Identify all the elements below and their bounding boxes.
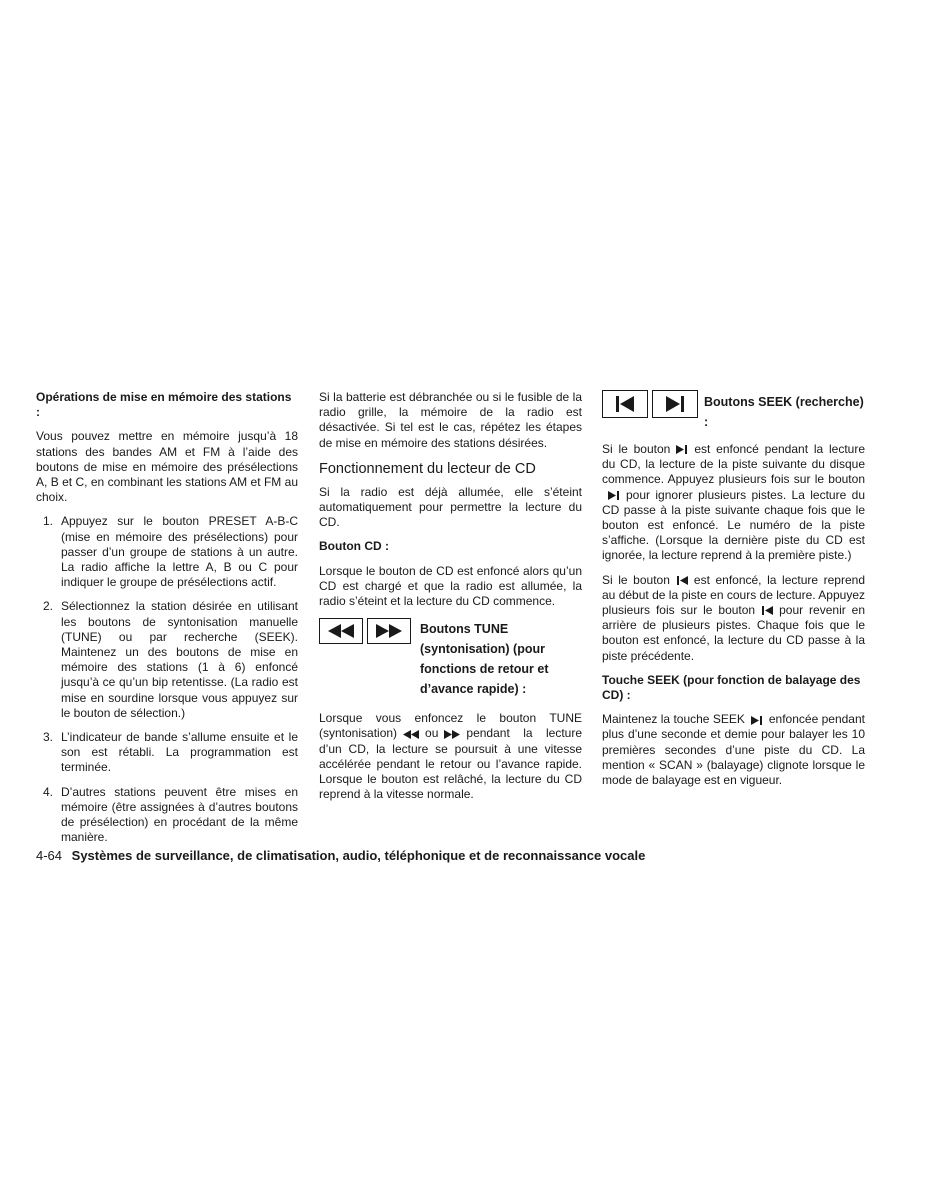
previous-track-icon (676, 576, 688, 585)
list-item (36, 730, 298, 776)
tune-text-3: pendant la lecture d’un CD, la lecture se poursuit à une vitesse accélérée pendant le retour ou l’avance rapide. Lorsque le bouton est relâché, la lecture du CD reprend à la vitesse normale. (319, 726, 582, 802)
cd-button-heading: Bouton CD : (319, 539, 389, 554)
storage-intro: Vous pouvez mettre en mémoire jusqu’à 18 stations des bandes AM et FM à l’aide des boutons de mise en mémoire des présélections A, B et C, en combinant les stations AM et FM au choix. (36, 429, 298, 505)
tune-buttons-caption: Boutons TUNE (syntonisation) (pour fonctions de retour et d’avance rapide) : (420, 622, 549, 697)
tune-text-1: Lorsque vous enfoncez le bouton TUNE (syntonisation) (319, 711, 582, 741)
storage-steps (36, 514, 298, 845)
chapter-title: Systèmes de surveillance, de climatisation, audio, téléphonique et de reconnaissance vocale (71, 848, 646, 863)
step-number: 3. (43, 730, 54, 745)
fast-forward-icon (444, 730, 460, 739)
next-track-icon (676, 445, 688, 454)
cd-section-title: Fonctionnement du lecteur de CD (319, 460, 536, 477)
next-track-icon (652, 390, 698, 418)
prev-text-1: Si le bouton (602, 572, 670, 587)
scan-paragraph (602, 712, 865, 788)
next-track-icon (608, 491, 620, 500)
seek-buttons-illustration (602, 390, 698, 418)
storage-heading: Opérations de mise en mémoire des stations : (36, 390, 292, 420)
tune-text-2: ou (425, 726, 439, 741)
rewind-icon (319, 618, 363, 644)
prev-text-2: est enfoncé, la lecture reprend au début de la piste en cours de lecture. Appuyez plusieurs fois sur le bouton (602, 572, 865, 618)
next-text-3: pour ignorer plusieurs pistes. La lecture du CD passe à la piste suivante chaque fois que le bouton est enfoncé. Le numéro de la piste s’affiche. (Lorsque la dernière piste du CD est ignorée, la lecture reprend à la première piste.) (602, 487, 865, 563)
step-text: L’indicateur de bande s’allume ensuite et le son est rétabli. La programmation est terminée. (61, 730, 298, 775)
seek-buttons-block (602, 390, 865, 432)
tune-paragraph (319, 711, 582, 802)
column-middle (319, 390, 582, 811)
next-track-paragraph (602, 442, 865, 564)
cd-button-paragraph: Lorsque le bouton de CD est enfoncé alors qu’un CD est chargé et que la radio est allumée, la radio s’éteint et la lecture du CD commence. (319, 563, 582, 609)
step-number: 2. (43, 599, 54, 614)
scan-text-1: Maintenez la touche SEEK (602, 712, 745, 727)
prev-text-3: pour revenir en arrière de plusieurs pistes. Chaque fois que le bouton est enfoncé, la lecture du CD passe à la piste précédente. (602, 603, 865, 663)
tune-buttons-block (319, 618, 582, 699)
step-text: Appuyez sur le bouton PRESET A-B-C (mise en mémoire des présélections) pour passer d’un groupe de stations à un autre. La radio affiche la lettre A, B ou C pour indiquer le groupe de présélections actif. (61, 514, 298, 590)
tune-buttons-illustration (319, 618, 411, 644)
step-number: 1. (43, 514, 54, 529)
fast-forward-icon (367, 618, 411, 644)
page-footer (36, 848, 645, 863)
column-left (36, 390, 298, 854)
list-item (36, 599, 298, 721)
list-item (36, 514, 298, 590)
scan-heading: Touche SEEK (pour fonction de balayage des CD) : (602, 672, 861, 703)
seek-buttons-caption: Boutons SEEK (recherche) : (704, 395, 864, 429)
rewind-icon (403, 730, 419, 739)
previous-track-paragraph (602, 573, 865, 664)
next-text-2: est enfoncé pendant la lecture du CD, la lecture de la piste suivante du disque commence. Appuyez plusieurs fois sur le bouton (602, 442, 865, 487)
previous-track-icon (761, 606, 773, 615)
step-text: Sélectionnez la station désirée en utilisant les boutons de syntonisation manuelle (TUNE) ou par recherche (SEEK). Maintenez un des boutons de mise en mémoire des stations (1 à 6) enfoncé jusqu’à ce qu’un bip retentisse. (La radio est mise en sourdine lorsque vous appuyez sur le bouton de sélection.) (61, 599, 298, 720)
page-number: 4-64 (36, 848, 63, 863)
column-right (602, 390, 865, 797)
step-text: D’autres stations peuvent être mises en mémoire (être assignées à d’autres boutons de présélection) en procédant de la même manière. (61, 784, 298, 845)
scan-text-2: enfoncée pendant plus d’une seconde et demie pour balayer les 10 premières secondes d’une piste du CD. La mention « SCAN » (balayage) clignote lorsque le mode de balayage est en vigueur. (602, 712, 865, 788)
previous-track-icon (602, 390, 648, 418)
next-text-1: Si le bouton (602, 442, 671, 456)
battery-paragraph: Si la batterie est débranchée ou si le fusible de la radio grille, la mémoire de la radio est désactivée. Si tel est le cas, répétez les étapes de mise en mémoire des stations désirées. (319, 390, 582, 450)
step-number: 4. (43, 784, 54, 799)
auto-off-paragraph: Si la radio est déjà allumée, elle s’éteint automatiquement pour permettre la lecture du CD. (319, 484, 582, 530)
list-item (36, 785, 298, 846)
next-track-icon (751, 716, 763, 725)
